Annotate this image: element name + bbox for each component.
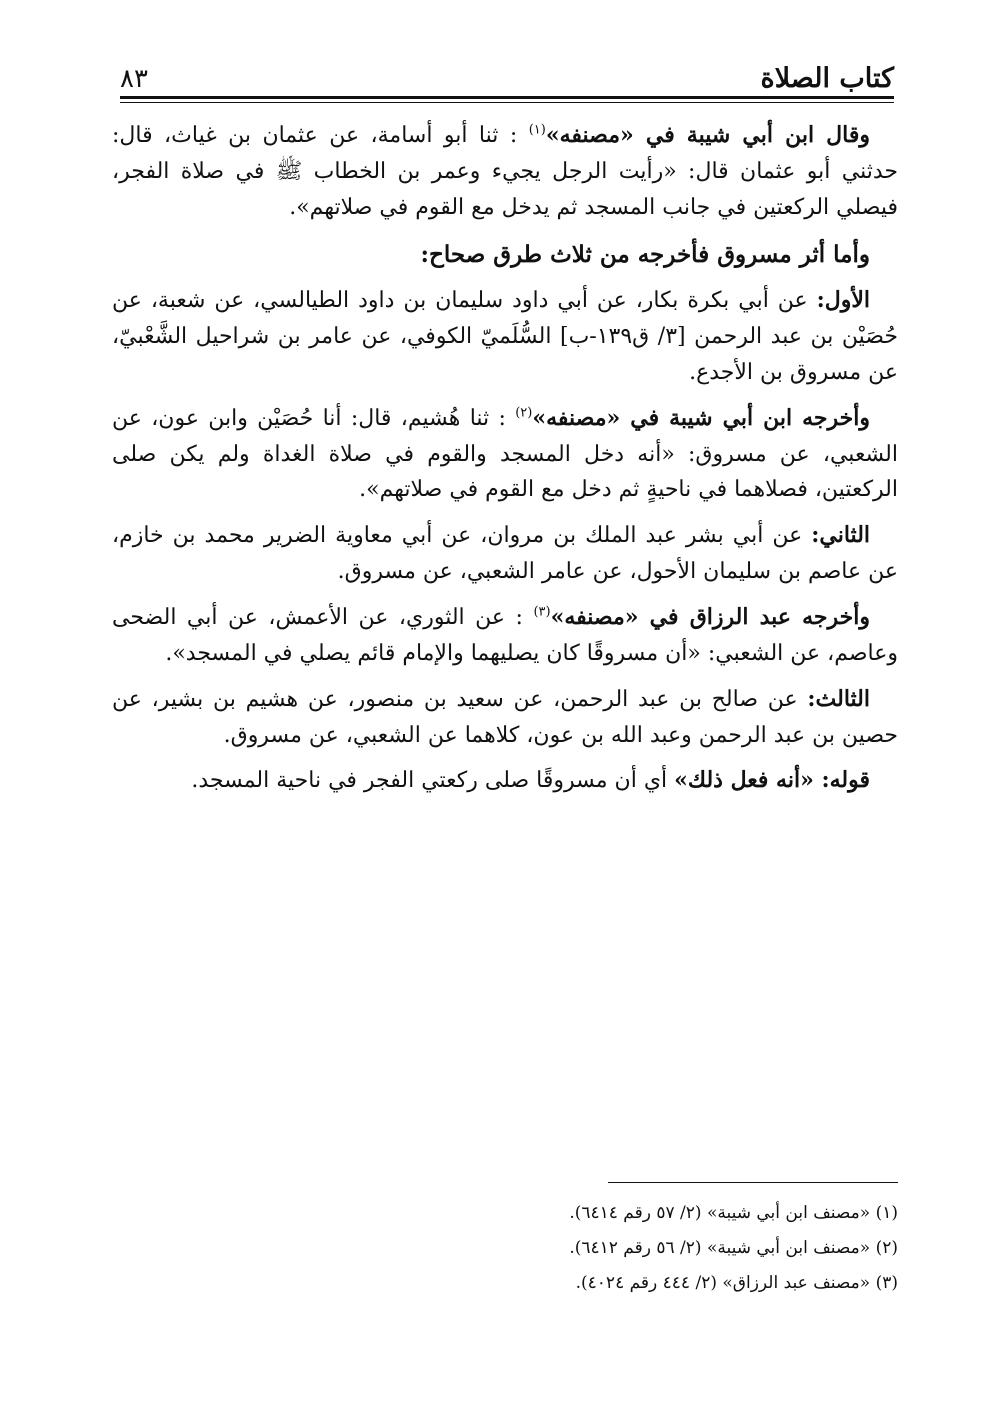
paragraph-lead: الثاني: (811, 522, 871, 549)
paragraph-lead: قوله: «أنه فعل ذلك» (674, 767, 870, 794)
main-text (112, 118, 898, 809)
paragraph-lead: وأخرجه عبد الرزاق في «مصنفه» (550, 603, 870, 630)
footnotes (300, 1196, 898, 1301)
paragraph-lead: وأخرجه ابن أبي شيبة في «مصنفه» (532, 404, 870, 431)
paragraph-text: : ثنا هُشيم، قال: أنا حُصَيْن وابن عون، عن الشعبي، عن مسروق: «أنه دخل المسجد والقوم في صلاة الغداة ولم يكن صلى الركعتين، فصلاهما في ناحيةٍ ثم دخل مع القوم في صلاتهم». (112, 405, 898, 503)
footnote-marker: (٢) (515, 405, 533, 421)
running-title: كتاب الصلاة (760, 63, 894, 94)
header-rule (120, 96, 894, 99)
paragraph-text: عن أبي بشر عبد الملك بن مروان، عن أبي معاوية الضرير محمد بن خازم، عن عاصم بن سليمان الأحول، عن عامر الشعبي، عن مسروق. (112, 523, 898, 585)
paragraph-commentary (112, 763, 898, 799)
footnote-marker: (٣) (533, 604, 551, 620)
page-header (120, 48, 894, 92)
footnote-1: (١) «مصنف ابن أبي شيبة» (٢/ ٥٧ رقم ٦٤١٤). (569, 1203, 898, 1223)
paragraph-second-route (112, 518, 898, 590)
paragraph-third-route (112, 682, 898, 754)
paragraph-text: عن صالح بن عبد الرحمن، عن سعيد بن منصور، عن هشيم بن بشير، عن حصين بن عبد الرحمن وعبد الله بن عون، كلاهما عن الشعبي، عن مسروق. (112, 686, 898, 748)
footnote-2: (٢) «مصنف ابن أبي شيبة» (٢/ ٥٦ رقم ٦٤١٢). (569, 1237, 898, 1258)
paragraph-first-route (112, 283, 898, 391)
footnote-separator (608, 1182, 898, 1183)
paragraph-text: أي أن مسروقًا صلى ركعتي الفجر في ناحية المسجد. (191, 768, 668, 794)
paragraph-lead: الأول: (816, 287, 870, 314)
page-number: ٨٣ (120, 64, 148, 94)
footnote-marker: (١) (528, 122, 546, 138)
footnote-3: (٣) «مصنف عبد الرزاق» (٢/ ٤٤٤ رقم ٤٠٢٤). (575, 1272, 898, 1293)
paragraph-lead: وقال ابن أبي شيبة في «مصنفه» (545, 122, 870, 148)
paragraph-lead: الثالث: (807, 685, 870, 712)
paragraph-text: : عن الثوري، عن الأعمش، عن أبي الضحى وعاصم، عن الشعبي: «أن مسروقًا كان يصليهما والإمام قائم يصلي في المسجد». (112, 604, 898, 666)
paragraph-ibn-abi-shayba-1 (112, 118, 898, 226)
paragraph-text: : ثنا أبو أسامة، عن عثمان بن غياث، قال: حدثني أبو عثمان قال: «رأيت الرجل يجيء وعمر بن الخطاب ﷺ في صلاة الفجر، فيصلي الركعتين في جانب المسجد ثم يدخل مع القوم في صلاتهم». (112, 123, 898, 220)
paragraph-abd-al-razzaq (112, 600, 898, 672)
section-heading: وأما أثر مسروق فأخرجه من ثلاث طرق صحاح: (420, 240, 870, 268)
paragraph-text: عن أبي بكرة بكار، عن أبي داود سليمان بن داود الطيالسي، عن شعبة، عن حُصَيْن بن عبد الرحمن [٣/ ق١٣٩-ب] السُّلَميّ الكوفي، عن عامر بن شراحيل الشَّعْبيّ، عن مسروق بن الأجدع. (112, 288, 898, 385)
paragraph-ibn-abi-shayba-2 (112, 401, 898, 509)
header-rule-thin (120, 102, 894, 103)
